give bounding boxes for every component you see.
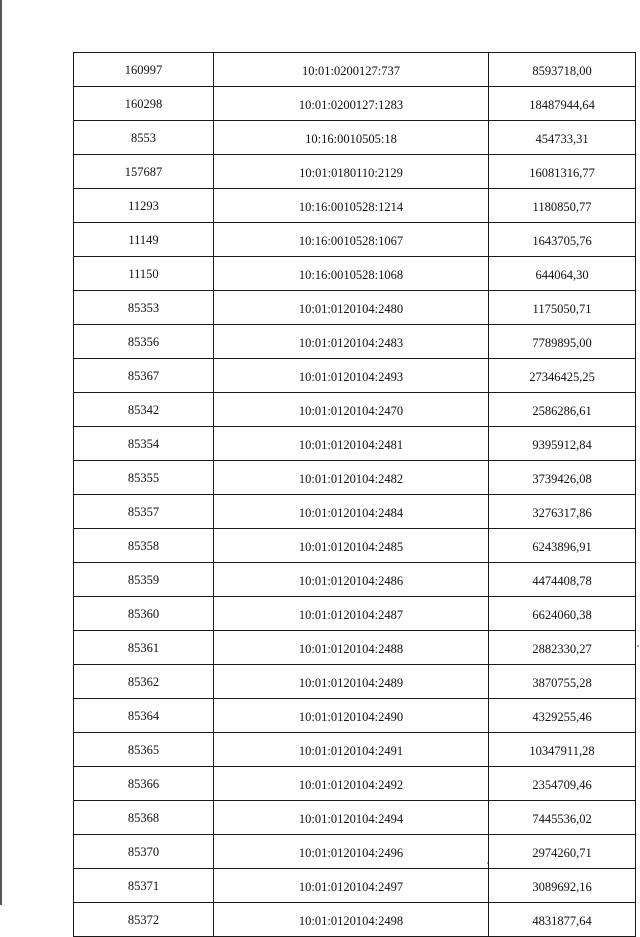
object-id-cell: 85342 (74, 393, 214, 427)
table-body (74, 53, 636, 937)
cadastral-value-cell: 2974260,71 (489, 835, 636, 869)
cadastral-number-cell: 10:01:0120104:2492 (214, 767, 489, 801)
table-row (74, 495, 636, 529)
table-row (74, 427, 636, 461)
object-id-cell: 11150 (74, 257, 214, 291)
object-id-cell: 85372 (74, 903, 214, 937)
cadastral-number-cell: 10:16:0010528:1067 (214, 223, 489, 257)
cadastral-value-cell: 1180850,77 (489, 189, 636, 223)
cadastral-number-cell: 10:01:0120104:2487 (214, 597, 489, 631)
cadastral-value-cell: 16081316,77 (489, 155, 636, 189)
object-id-cell: 85367 (74, 359, 214, 393)
cadastral-number-cell: 10:01:0120104:2481 (214, 427, 489, 461)
object-id-cell: 85360 (74, 597, 214, 631)
cadastral-value-cell: 3870755,28 (489, 665, 636, 699)
cadastral-number-cell: 10:01:0120104:2491 (214, 733, 489, 767)
cadastral-value-cell: 454733,31 (489, 121, 636, 155)
cadastral-number-cell: 10:01:0120104:2490 (214, 699, 489, 733)
cadastral-number-cell: 10:01:0120104:2484 (214, 495, 489, 529)
table-row (74, 359, 636, 393)
cadastral-value-cell: 3089692,16 (489, 869, 636, 903)
object-id-cell: 85358 (74, 529, 214, 563)
object-id-cell: 85355 (74, 461, 214, 495)
cadastral-number-cell: 10:01:0200127:737 (214, 53, 489, 87)
table-row (74, 869, 636, 903)
cadastral-value-cell: 7445536,02 (489, 801, 636, 835)
table-row (74, 325, 636, 359)
cadastral-number-cell: 10:01:0200127:1283 (214, 87, 489, 121)
cadastral-value-cell: 8593718,00 (489, 53, 636, 87)
object-id-cell: 85356 (74, 325, 214, 359)
object-id-cell: 85364 (74, 699, 214, 733)
object-id-cell: 85365 (74, 733, 214, 767)
cadastral-value-cell: 2586286,61 (489, 393, 636, 427)
table-row (74, 257, 636, 291)
cadastral-number-cell: 10:01:0120104:2485 (214, 529, 489, 563)
object-id-cell: 85368 (74, 801, 214, 835)
object-id-cell: 85370 (74, 835, 214, 869)
cadastral-number-cell: 10:01:0120104:2496 (214, 835, 489, 869)
cadastral-value-cell: 4329255,46 (489, 699, 636, 733)
table-row (74, 767, 636, 801)
object-id-cell: 160997 (74, 53, 214, 87)
cadastral-value-cell: 2354709,46 (489, 767, 636, 801)
object-id-cell: 160298 (74, 87, 214, 121)
scan-speck (637, 645, 639, 647)
cadastral-number-cell: 10:01:0180110:2129 (214, 155, 489, 189)
cadastral-number-cell: 10:16:0010528:1214 (214, 189, 489, 223)
cadastral-value-cell: 4831877,64 (489, 903, 636, 937)
table-row (74, 291, 636, 325)
table-row (74, 631, 636, 665)
cadastral-number-cell: 10:16:0010505:18 (214, 121, 489, 155)
cadastral-value-cell: 1175050,71 (489, 291, 636, 325)
table-row (74, 529, 636, 563)
table-row (74, 903, 636, 937)
object-id-cell: 85353 (74, 291, 214, 325)
cadastral-number-cell: 10:01:0120104:2480 (214, 291, 489, 325)
cadastral-number-cell: 10:16:0010528:1068 (214, 257, 489, 291)
cadastral-value-cell: 3276317,86 (489, 495, 636, 529)
cadastral-value-cell: 6243896,91 (489, 529, 636, 563)
object-id-cell: 8553 (74, 121, 214, 155)
cadastral-value-cell: 2882330,27 (489, 631, 636, 665)
object-id-cell: 85362 (74, 665, 214, 699)
table-row (74, 835, 636, 869)
cadastral-value-cell: 27346425,25 (489, 359, 636, 393)
cadastral-value-cell: 9395912,84 (489, 427, 636, 461)
table-row (74, 393, 636, 427)
cadastral-number-cell: 10:01:0120104:2470 (214, 393, 489, 427)
object-id-cell: 11293 (74, 189, 214, 223)
cadastral-value-cell: 644064,30 (489, 257, 636, 291)
table-row (74, 665, 636, 699)
table-row (74, 733, 636, 767)
cadastral-number-cell: 10:01:0120104:2483 (214, 325, 489, 359)
table-row (74, 189, 636, 223)
cadastral-number-cell: 10:01:0120104:2498 (214, 903, 489, 937)
cadastral-number-cell: 10:01:0120104:2494 (214, 801, 489, 835)
object-id-cell: 11149 (74, 223, 214, 257)
cadastral-number-cell: 10:01:0120104:2482 (214, 461, 489, 495)
table-row (74, 801, 636, 835)
table-row (74, 223, 636, 257)
table-row (74, 461, 636, 495)
cadastral-value-cell: 18487944,64 (489, 87, 636, 121)
table-row (74, 121, 636, 155)
object-id-cell: 85366 (74, 767, 214, 801)
table-row (74, 53, 636, 87)
table-row (74, 699, 636, 733)
table-row (74, 155, 636, 189)
cadastral-value-cell: 1643705,76 (489, 223, 636, 257)
cadastral-value-cell: 10347911,28 (489, 733, 636, 767)
cadastral-number-cell: 10:01:0120104:2497 (214, 869, 489, 903)
object-id-cell: 157687 (74, 155, 214, 189)
object-id-cell: 85357 (74, 495, 214, 529)
table-row (74, 597, 636, 631)
object-id-cell: 85354 (74, 427, 214, 461)
table-row (74, 87, 636, 121)
scan-edge (0, 0, 2, 905)
cadastral-number-cell: 10:01:0120104:2486 (214, 563, 489, 597)
cadastral-value-cell: 3739426,08 (489, 461, 636, 495)
cadastral-value-cell: 4474408,78 (489, 563, 636, 597)
object-id-cell: 85359 (74, 563, 214, 597)
cadastral-number-cell: 10:01:0120104:2488 (214, 631, 489, 665)
table-row (74, 563, 636, 597)
object-id-cell: 85361 (74, 631, 214, 665)
object-id-cell: 85371 (74, 869, 214, 903)
cadastral-value-cell: 7789895,00 (489, 325, 636, 359)
cadastral-number-cell: 10:01:0120104:2489 (214, 665, 489, 699)
cadastral-value-table (73, 52, 636, 937)
cadastral-number-cell: 10:01:0120104:2493 (214, 359, 489, 393)
cadastral-value-cell: 6624060,38 (489, 597, 636, 631)
